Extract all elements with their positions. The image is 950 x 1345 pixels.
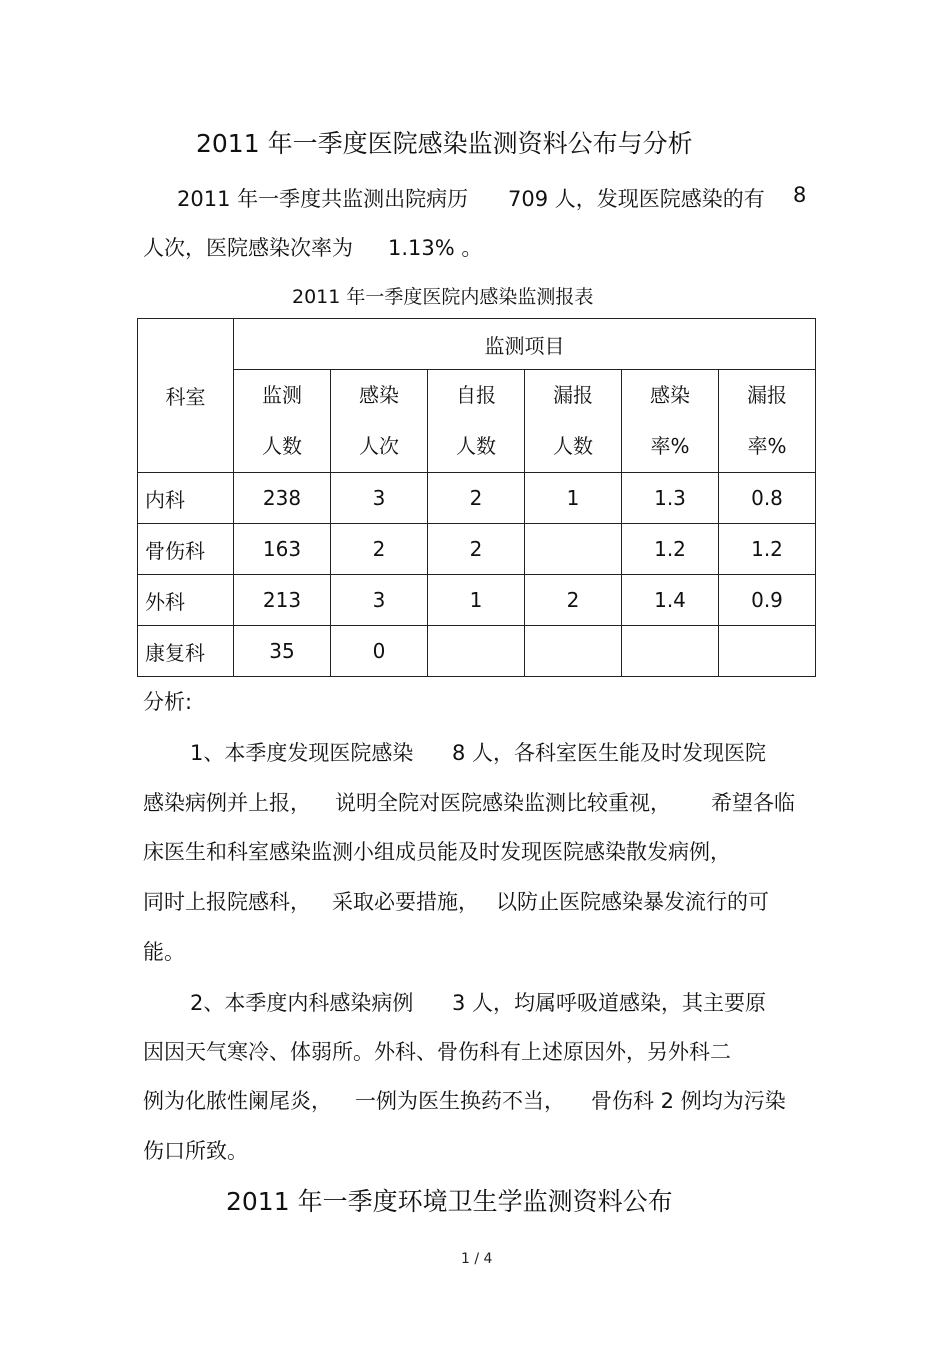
table-cell: 3 [331,575,428,626]
table-cell: 2 [331,524,428,575]
infection-report-table [137,318,816,677]
intro-line-2b: 1.13% 。 [388,236,483,260]
column-header-line: 人次 [359,434,399,458]
table-cell: 0.8 [719,473,816,524]
table-cell: 2 [428,524,525,575]
table-cell: 1.2 [622,524,719,575]
analysis-label: 分析: [143,690,193,714]
table-caption: 2011 年一季度医院内感染监测报表 [292,286,594,308]
table-cell: 1.2 [719,524,816,575]
table-cell: 213 [234,575,331,626]
table-cell: 3 [331,473,428,524]
p1-line-1a: 1、本季度发现医院感染 [190,741,414,765]
table-header-row [138,319,816,370]
table-cell: 238 [234,473,331,524]
page-title: 2011 年一季度医院感染监测资料公布与分析 [196,129,693,158]
p2-line-1a: 2、本季度内科感染病例 [190,991,414,1015]
column-header-line: 率% [747,434,787,458]
table-cell: 2 [525,575,622,626]
page-number: 1 / 4 [461,1251,493,1267]
intro-line-2a: 人次，医院感染次率为 [143,236,353,260]
section-title: 2011 年一季度环境卫生学监测资料公布 [226,1187,673,1216]
p1-line-2c: 希望各临 [711,791,795,815]
table-cell-dept: 外科 [138,575,234,626]
table-cell: 1.4 [622,575,719,626]
p2-line-3b: 一例为医生换药不当， [355,1089,565,1113]
p1-line-5: 能。 [143,940,185,964]
column-header-line: 监测 [262,383,302,407]
column-header-line: 感染 [359,383,399,407]
column-header [331,370,428,473]
p2-line-4: 伤口所致。 [143,1139,248,1163]
header-dept: 科室 [138,319,234,473]
table-cell [719,626,816,677]
column-header [622,370,719,473]
table-row [138,524,816,575]
table-cell [525,626,622,677]
p1-line-2a: 感染病例并上报， [143,791,311,815]
table-cell: 0 [331,626,428,677]
table-cell: 1 [428,575,525,626]
intro-line-1c: 8 [793,183,807,207]
column-header [525,370,622,473]
table-subheader-row [138,370,816,473]
table-cell: 163 [234,524,331,575]
p1-line-3: 床医生和科室感染监测小组成员能及时发现医院感染散发病例， [143,840,731,864]
column-header-line: 人数 [262,434,302,458]
column-header-line: 感染 [650,383,690,407]
table-cell [622,626,719,677]
column-header [428,370,525,473]
table-cell: 1 [525,473,622,524]
table-cell-dept: 康复科 [138,626,234,677]
table-cell-dept: 骨伤科 [138,524,234,575]
column-header-line: 人数 [456,434,496,458]
table-row [138,575,816,626]
intro-line-1a: 2011 年一季度共监测出院病历 [177,187,469,211]
table-cell: 1.3 [622,473,719,524]
table-cell [525,524,622,575]
column-header [234,370,331,473]
table-cell-dept: 内科 [138,473,234,524]
p1-line-2b: 说明全院对医院感染监测比较重视， [335,791,671,815]
table-row [138,473,816,524]
column-header [719,370,816,473]
column-header-line: 漏报 [747,383,787,407]
table-cell: 2 [428,473,525,524]
table-row [138,626,816,677]
p2-line-3c: 骨伤科 2 例均为污染 [591,1089,786,1113]
column-header-line: 漏报 [553,383,593,407]
table-cell [428,626,525,677]
column-header-line: 自报 [456,383,496,407]
p2-line-3a: 例为化脓性阑尾炎， [143,1089,332,1113]
p1-line-1b: 8 人，各科室医生能及时发现医院 [452,741,767,765]
p1-line-4b: 采取必要措施， [332,890,479,914]
p2-line-2: 因因天气寒冷、体弱所。外科、骨伤科有上述原因外，另外科二 [143,1040,731,1064]
p2-line-1b: 3 人，均属呼吸道感染，其主要原 [452,991,767,1015]
table-cell: 35 [234,626,331,677]
column-header-line: 人数 [553,434,593,458]
intro-line-1b: 709 人，发现医院感染的有 [508,187,765,211]
p1-line-4a: 同时上报院感科， [143,890,311,914]
column-header-line: 率% [650,434,690,458]
table-cell: 0.9 [719,575,816,626]
p1-line-4c: 以防止医院感染暴发流行的可 [496,890,769,914]
header-group: 监测项目 [234,319,816,370]
